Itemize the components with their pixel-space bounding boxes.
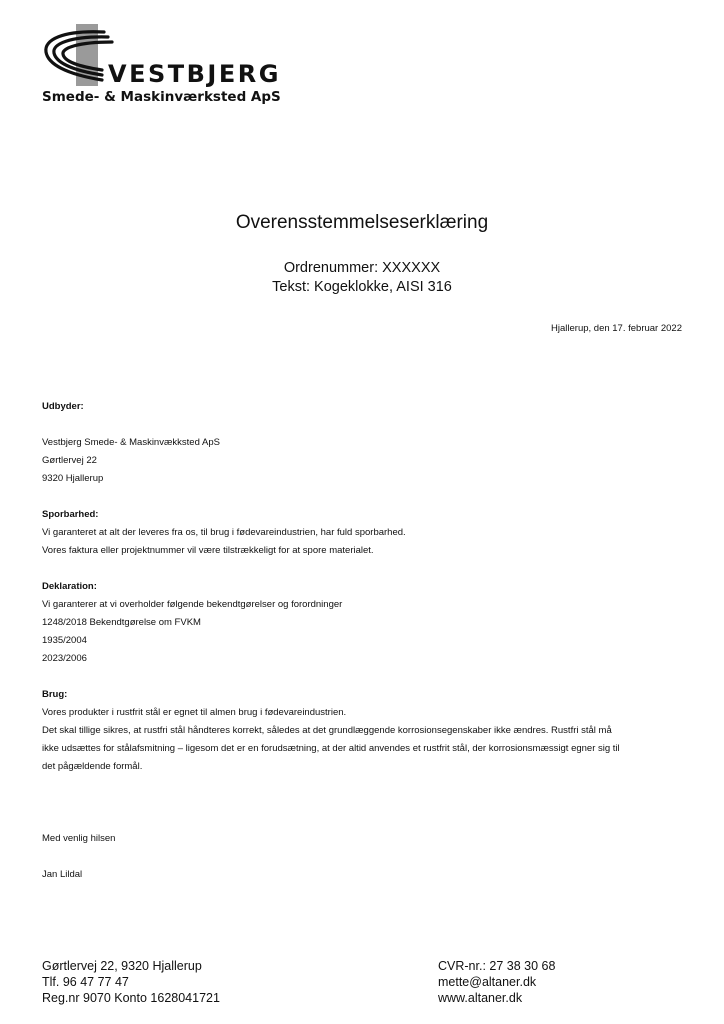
footer-line: Reg.nr 9070 Konto 1628041721 [42, 991, 220, 1005]
order-number: Ordrenummer: XXXXXX [283, 260, 441, 276]
order-info [0, 259, 724, 297]
declaration-heading: Deklaration: [42, 581, 97, 592]
document-date: Hjallerup, den 17. februar 2022 [551, 323, 682, 334]
declaration-line: Vi garanterer at vi overholder følgende bekendtgørelser og forordninger [42, 599, 343, 610]
usage-line: Vores produkter i rustfrit stål er egnet til almen brug i fødevareindustrien. [42, 707, 347, 718]
usage-heading: Brug: [42, 689, 68, 700]
usage-line: Det skal tillige sikres, at rustfri stål håndteres korrekt, således at det grundlæggende korrosionsegenskaber ikke ændres. Rustfri stål må [42, 725, 612, 736]
document-body [42, 398, 682, 884]
declaration-line: 2023/2006 [42, 653, 87, 664]
footer-line: Gørtlervej 22, 9320 Hjallerup [42, 959, 202, 973]
closing-signer: Jan Lildal [42, 869, 83, 880]
footer-address [42, 958, 220, 1006]
traceability-line: Vores faktura eller projektnummer vil være tilstrækkeligt for at spore materialet. [42, 545, 374, 556]
traceability-line: Vi garanteret at alt der leveres fra os, til brug i fødevareindustrien, har fuld sporbarhed. [42, 527, 406, 538]
logo-subtitle: Smede- & Maskinværksted ApS [42, 89, 281, 105]
footer-line: www.altaner.dk [438, 991, 523, 1005]
traceability-heading: Sporbarhed: [42, 509, 99, 520]
document-title: Overensstemmelseserklæring [235, 212, 489, 233]
supplier-city: 9320 Hjallerup [42, 473, 104, 484]
footer-contact [438, 958, 555, 1006]
supplier-heading: Udbyder: [42, 401, 84, 412]
usage-line: ikke udsættes for stålafsmitning – ligesom det er en forudsætning, at der altid anvendes et rustfrit stål, der korrosionsmæssigt egner sig til [42, 743, 620, 754]
supplier-name: Vestbjerg Smede- & Maskinvækksted ApS [42, 437, 220, 448]
footer-line: Tlf. 96 47 77 47 [42, 975, 129, 989]
logo-brand-name: VESTBJERG [108, 60, 281, 88]
declaration-line: 1935/2004 [42, 635, 87, 646]
company-logo [42, 22, 282, 112]
usage-line: det pågældende formål. [42, 761, 143, 772]
footer-line: mette@altaner.dk [438, 975, 537, 989]
closing-greeting: Med venlig hilsen [42, 833, 116, 844]
supplier-street: Gørtlervej 22 [42, 455, 97, 466]
footer-line: CVR-nr.: 27 38 30 68 [438, 959, 556, 973]
declaration-line: 1248/2018 Bekendtgørelse om FVKM [42, 617, 201, 628]
order-text: Tekst: Kogeklokke, AISI 316 [272, 279, 452, 295]
